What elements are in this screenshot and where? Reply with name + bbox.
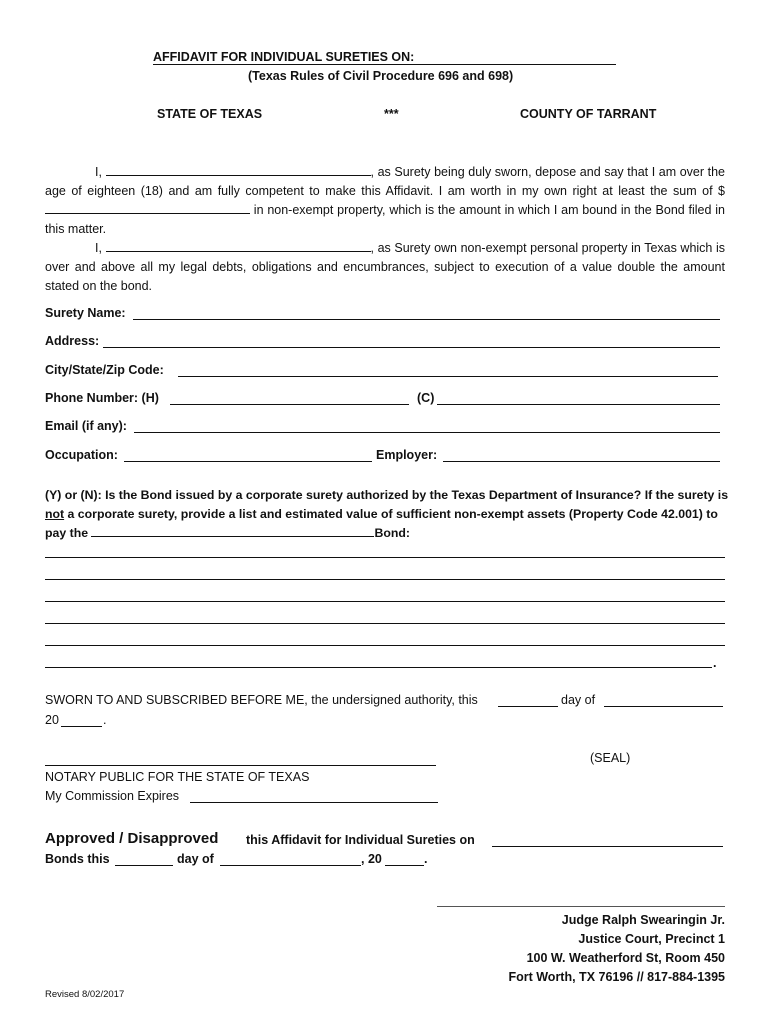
- paragraph-surety-worth: [45, 163, 725, 239]
- bonds-this-label: Bonds this: [45, 852, 110, 866]
- judge-name: Judge Ralph Swearingin Jr.: [561, 913, 725, 927]
- employer-label: Employer:: [376, 448, 438, 462]
- title-text: AFFIDAVIT FOR INDIVIDUAL SURETIES ON:: [153, 50, 415, 64]
- asset-line[interactable]: [45, 601, 725, 602]
- address-label: Address:: [45, 334, 100, 348]
- email-label: Email (if any):: [45, 419, 127, 433]
- sworn-year-prefix: 20: [45, 713, 59, 727]
- court-name: Justice Court, Precinct 1: [578, 932, 725, 946]
- p1-name-blank[interactable]: [106, 165, 371, 176]
- surety-name-field[interactable]: [133, 319, 720, 320]
- city-state-zip-label: City/State/Zip Code:: [45, 363, 164, 377]
- bond-blank[interactable]: [91, 526, 374, 537]
- stars-separator: ***: [384, 107, 399, 121]
- bonds-day-field[interactable]: [115, 865, 173, 866]
- employer-field[interactable]: [443, 461, 720, 462]
- court-street: 100 W. Weatherford St, Room 450: [526, 951, 725, 965]
- asset-line[interactable]: [45, 645, 725, 646]
- notary-title: NOTARY PUBLIC FOR THE STATE OF TEXAS: [45, 770, 310, 784]
- notary-signature-line[interactable]: [45, 765, 436, 766]
- asset-line[interactable]: [45, 579, 725, 580]
- question-not: not: [45, 507, 65, 521]
- seal-label: (SEAL): [590, 751, 631, 765]
- question-text-a: (Y) or (N): Is the Bond issued by a corporate surety authorized by the Texas Department of Insurance? If the surety is: [45, 488, 729, 502]
- surety-name-label: Surety Name:: [45, 306, 126, 320]
- address-field[interactable]: [103, 347, 720, 348]
- approved-disapproved: Approved / Disapproved: [45, 830, 219, 847]
- bonds-twenty: , 20: [361, 852, 382, 866]
- court-city-phone: Fort Worth, TX 76196 // 817-884-1395: [508, 970, 725, 984]
- county-label: COUNTY OF TARRANT: [520, 107, 657, 121]
- document-subtitle: (Texas Rules of Civil Procedure 696 and 698): [248, 69, 514, 83]
- city-state-zip-field[interactable]: [178, 376, 718, 377]
- phone-cell-field[interactable]: [437, 404, 720, 405]
- revised-date: Revised 8/02/2017: [45, 989, 125, 1000]
- state-label: STATE OF TEXAS: [157, 107, 263, 121]
- p1-text: , as Surety being duly sworn, depose and say that I am over the age of eighteen (18) and am fully competent to make this Affidavit. I am worth in my own right at least the sum of $: [45, 165, 725, 198]
- bonds-day-of: day of: [177, 852, 214, 866]
- occupation-field[interactable]: [124, 461, 372, 462]
- p2-name-blank[interactable]: [106, 241, 371, 252]
- p2-text: , as Surety own non-exempt personal property in Texas which is over and above all my legal debts, obligations and encumbrances, subject to execution of a value double the amount stated on the bond.: [45, 241, 725, 293]
- p1-i: I,: [95, 165, 102, 179]
- commission-field[interactable]: [190, 802, 438, 803]
- sworn-day-field[interactable]: [498, 706, 558, 707]
- p1-amount-blank[interactable]: [45, 203, 250, 214]
- phone-home-field[interactable]: [170, 404, 409, 405]
- judge-signature-line[interactable]: [437, 906, 725, 907]
- bonds-month-field[interactable]: [220, 865, 361, 866]
- approval-text: this Affidavit for Individual Sureties on: [246, 833, 475, 847]
- question-bond-label: Bond:: [374, 526, 410, 540]
- p1-text-end: in non-exempt property, which is the amount in which I am bound in the Bond filed in this matter.: [45, 203, 725, 236]
- corporate-surety-question: [45, 486, 730, 543]
- approval-date-field[interactable]: [492, 846, 723, 847]
- paragraph-surety-property: [45, 239, 725, 296]
- phone-home-label: Phone Number: (H): [45, 391, 159, 405]
- bonds-year-field[interactable]: [385, 865, 424, 866]
- phone-cell-label: (C): [417, 391, 435, 405]
- sworn-month-field[interactable]: [604, 706, 723, 707]
- asset-line[interactable]: [45, 667, 712, 668]
- title-blank[interactable]: [153, 64, 616, 65]
- asset-line[interactable]: [45, 557, 725, 558]
- asset-line[interactable]: [45, 623, 725, 624]
- document-title: [153, 50, 414, 64]
- occupation-label: Occupation:: [45, 448, 118, 462]
- sworn-year-field[interactable]: [61, 726, 102, 727]
- asset-end-period: .: [713, 656, 717, 670]
- sworn-text: SWORN TO AND SUBSCRIBED BEFORE ME, the undersigned authority, this: [45, 693, 478, 707]
- p2-i: I,: [95, 241, 102, 255]
- commission-label: My Commission Expires: [45, 789, 180, 803]
- question-text-b: a corporate surety, provide a list and estimated value of sufficient non-exempt assets (Property Code 42.001) to pay the: [45, 507, 718, 540]
- email-field[interactable]: [134, 432, 720, 433]
- sworn-period: .: [103, 713, 107, 727]
- sworn-day-of: day of: [561, 693, 596, 707]
- bonds-period: .: [424, 852, 428, 866]
